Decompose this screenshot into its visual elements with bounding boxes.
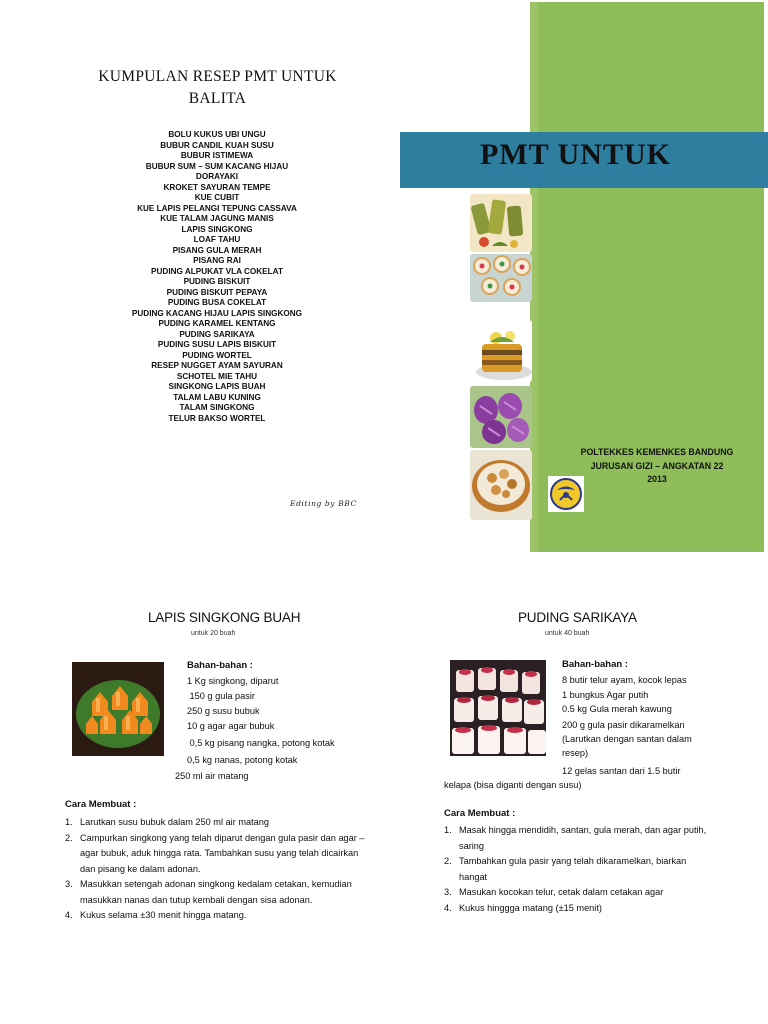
step-text: Masukan kocokan telur, cetak dalam cetakan agar	[459, 887, 664, 897]
recipe-index-item: PUDING KACANG HIJAU LAPIS SINGKONG	[131, 308, 303, 318]
recipe-index-item: SINGKONG LAPIS BUAH	[168, 382, 266, 391]
recipe-index-item: PISANG RAI	[193, 256, 241, 265]
step-text: Larutkan susu bubuk dalam 250 ml air matang	[80, 817, 269, 827]
step-number: 1.	[65, 817, 73, 827]
recipe-index-item: DORAYAKI	[195, 172, 239, 181]
ingredient-item: 1 Kg singkong, diparut	[187, 676, 279, 686]
recipe-index-item: PUDING BISKUIT	[183, 277, 251, 286]
banner-title: PMT UNTUK	[480, 138, 671, 171]
step-item	[444, 854, 744, 885]
institution-department: JURUSAN GIZI – ANGKATAN 22	[590, 460, 724, 471]
recipe-index-item: PUDING BUSA COKELAT	[167, 298, 267, 307]
step-item	[65, 831, 385, 878]
cover-title-line2: BALITA	[188, 90, 247, 107]
step-text: Masak hingga mendidih, santan, gula merah, dan agar putih,	[459, 825, 707, 835]
step-number: 1.	[444, 825, 452, 835]
steps-list	[444, 823, 744, 916]
step-text: Kukus selama ±30 menit hingga matang.	[80, 910, 247, 920]
recipe-index-item: TALAM SINGKONG	[179, 403, 255, 412]
step-text: agar bubuk, aduk hingga rata. Tambahkan susu yang telah dicairkan	[80, 848, 359, 858]
food-photo-puding	[470, 320, 532, 382]
ingredients-heading: Bahan-bahan :	[187, 660, 253, 671]
ingredient-item: 12 gelas santan dari 1.5 butir	[562, 766, 681, 776]
steps-list	[65, 815, 385, 924]
ingredient-item: (Larutkan dengan santan dalam	[562, 734, 692, 744]
step-number: 2.	[444, 856, 452, 866]
recipe-index-item: PUDING SUSU LAPIS BISKUIT	[157, 340, 277, 349]
step-text: Campurkan singkong yang telah diparut dengan gula pasir dan agar –	[80, 832, 365, 843]
step-item	[444, 885, 744, 901]
ingredient-item: 150 g gula pasir	[187, 691, 255, 701]
step-number: 3.	[444, 887, 452, 897]
institution-info	[556, 446, 758, 487]
recipe-index-item: PUDING SARIKAYA	[179, 329, 255, 339]
step-item	[444, 901, 744, 917]
step-text: saring	[459, 840, 485, 851]
recipe-index-item: PUDING BISKUIT PEPAYA	[166, 287, 268, 297]
recipe-index-item: BUBUR CANDIL KUAH SUSU	[160, 140, 274, 150]
step-item	[65, 815, 385, 831]
recipe-index-item: BUBUR ISTIMEWA	[180, 151, 254, 160]
recipe-index-item: LAPIS SINGKONG	[181, 224, 253, 234]
recipe-index-item: RESEP NUGGET AYAM SAYURAN	[151, 361, 283, 370]
editing-credit: Editing by BBC	[290, 499, 357, 508]
step-text: hangat	[459, 871, 488, 882]
food-photo-bolu-ubi	[470, 386, 532, 448]
poltekkes-logo-icon	[548, 476, 584, 512]
step-text: Tambahkan gula pasir yang telah dikaramelkan, biarkan	[459, 856, 687, 866]
ingredient-item: 0.5 kg Gula merah kawung	[562, 704, 672, 714]
recipe-photo-lapis-singkong	[72, 662, 164, 756]
step-number: 4.	[444, 902, 452, 913]
cover-title	[70, 66, 365, 110]
ingredient-item: 250 g susu bubuk	[187, 706, 260, 716]
recipe-index-item: SCHOTEL MIE TAHU	[176, 371, 258, 381]
food-photo-kroket	[470, 194, 532, 252]
steps-heading: Cara Membuat :	[444, 808, 516, 819]
recipe-index-item: PUDING WORTEL	[182, 350, 252, 360]
ingredient-item: 10 g agar agar bubuk	[187, 721, 275, 731]
recipe-index-item: PUDING ALPUKAT VLA COKELAT	[151, 266, 283, 276]
recipe-index-item: LOAF TAHU	[193, 235, 241, 244]
step-item	[65, 908, 385, 924]
ingredient-item: resep)	[562, 748, 589, 758]
title-banner	[400, 132, 768, 188]
recipe-index-item: KUE LAPIS PELANGI TEPUNG CASSAVA	[137, 203, 297, 213]
recipe-title: LAPIS SINGKONG BUAH	[148, 610, 301, 625]
step-item	[65, 877, 385, 908]
recipe-index-item: PISANG GULA MERAH	[172, 245, 262, 255]
cover-title-line1: KUMPULAN RESEP PMT UNTUK	[98, 68, 337, 85]
step-text: dan pisang ke dalam adonan.	[80, 863, 201, 874]
institution-year: 2013	[647, 474, 667, 484]
recipe-index-item: KROKET SAYURAN TEMPE	[163, 182, 271, 192]
step-number: 4.	[65, 910, 73, 920]
ingredient-item: 250 ml air matang	[175, 771, 249, 781]
ingredient-item: 1 bungkus Agar putih	[562, 690, 649, 700]
step-text: Kukus hinggga matang (±15 menit)	[459, 902, 602, 913]
step-text: Masukkan setengah adonan singkong kedalam cetakan, kemudian	[80, 879, 352, 889]
recipe-photo-puding-sarikaya	[450, 660, 546, 756]
step-number: 3.	[65, 879, 73, 889]
ingredient-item: 0,5 kg nanas, potong kotak	[187, 755, 298, 765]
recipe-serving: untuk 40 buah	[545, 630, 590, 637]
step-item	[444, 823, 744, 854]
ingredient-item: 0,5 kg pisang nangka, potong kotak	[187, 738, 335, 748]
recipe-index-item: TALAM LABU KUNING	[173, 392, 261, 402]
ingredient-item: kelapa (bisa diganti dengan susu)	[444, 780, 582, 790]
recipe-serving: untuk 20 buah	[191, 630, 236, 637]
ingredient-item: 8 butir telur ayam, kocok lepas	[562, 675, 687, 685]
food-photo-kue-cubit	[470, 254, 532, 302]
ingredient-item: 200 g gula pasir dikaramelkan	[562, 720, 685, 730]
recipe-index-list	[107, 130, 327, 424]
recipe-index-item: PUDING KARAMEL KENTANG	[158, 319, 276, 328]
food-photo-bubur-candil	[470, 450, 532, 520]
recipe-index-item: BUBUR SUM – SUM KACANG HIJAU	[145, 161, 289, 171]
institution-name: POLTEKKES KEMENKES BANDUNG	[580, 447, 734, 457]
step-number: 2.	[65, 832, 73, 843]
recipe-index-item: KUE TALAM JAGUNG MANIS	[160, 214, 274, 223]
ingredients-heading: Bahan-bahan :	[562, 659, 628, 670]
steps-heading: Cara Membuat :	[65, 799, 137, 810]
recipe-index-item: BOLU KUKUS UBI UNGU	[168, 130, 266, 139]
step-text: masukkan nanas dan tutup kembali dengan sisa adonan.	[80, 894, 313, 905]
recipe-index-item: TELUR BAKSO WORTEL	[168, 413, 266, 423]
recipe-index-item: KUE CUBIT	[194, 193, 240, 202]
recipe-title: PUDING SARIKAYA	[518, 610, 637, 625]
